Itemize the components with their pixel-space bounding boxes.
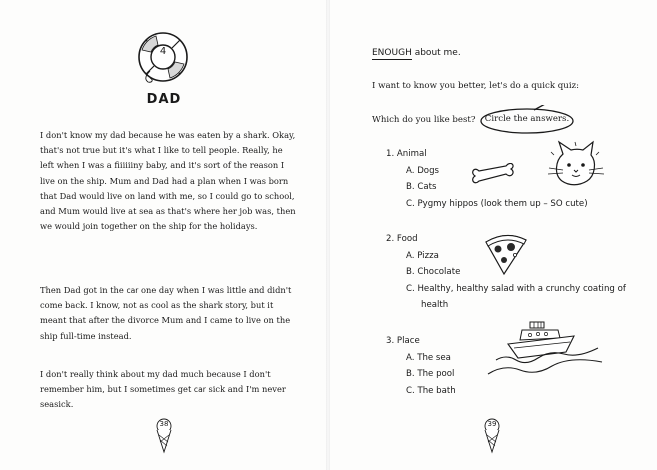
paragraph-3-start: I don't really think about my dad much because I don't remember him, but I sometimes get xyxy=(40,369,271,395)
enough-rest: about me. xyxy=(411,48,461,58)
life-ring-icon xyxy=(136,30,190,84)
quiz-item-title: 1. Animal xyxy=(386,149,427,159)
paragraph-2-end: one day when I was little and didn't come back. I know, not as cool as the shark story, but it meant that after the divorce Mum and I came to live on the ship full-time instead. xyxy=(40,285,292,341)
chapter-number: 4 xyxy=(159,46,167,57)
pizza-slice-icon xyxy=(484,232,528,276)
paragraph-2 xyxy=(40,283,296,344)
quiz-option: C. Pygmy hippos (look them up – SO cute) xyxy=(406,198,588,209)
bone-icon xyxy=(470,163,516,191)
quiz-option: B. Cats xyxy=(406,182,437,192)
page-number-text: 39 xyxy=(487,420,497,428)
enough-heading xyxy=(372,48,461,60)
quiz-intro: I want to know you better, let's do a quick quiz: xyxy=(372,81,579,91)
quiz-option: A. Dogs xyxy=(406,165,439,176)
circle-instruction xyxy=(479,105,575,135)
paragraph-3 xyxy=(40,367,296,413)
ship-icon xyxy=(486,318,604,382)
quiz-option: A. Pizza xyxy=(406,250,439,261)
quiz-item-title: 3. Place xyxy=(386,336,420,346)
quiz-option: B. The pool xyxy=(406,369,455,379)
paragraph-1-text: I don't know my dad because he was eaten by a shark. Okay, that's not true but it's what I like to tell people. Really, he left when I was a fiiiiiiny baby, and it's sort of the reason I live on the ship. Mum and Dad had a plan when I was born that Dad would live on land with me, so I could go to school, and Mum would live at sea as that's where her job was, then we would join together on the ship for the holidays. xyxy=(40,130,296,232)
page-number-text: 38 xyxy=(159,420,169,428)
paragraph-3-end: sick and I'm never seasick. xyxy=(40,384,286,410)
quiz-option: C. The bath xyxy=(406,385,456,396)
paragraph-2-start: Then Dad got in the xyxy=(40,285,127,295)
car-word: car xyxy=(193,385,206,395)
quiz-option: C. Healthy, healthy salad with a crunchy coating of health xyxy=(406,283,626,310)
car-word: car xyxy=(126,286,139,295)
quiz-option: B. Chocolate xyxy=(406,267,461,277)
circle-instruction-text: Circle the answers. xyxy=(484,114,570,124)
page-number-right xyxy=(480,418,504,454)
book-gutter xyxy=(326,0,330,470)
quiz-question: Which do you like best? xyxy=(372,115,476,125)
quiz-option: A. The sea xyxy=(406,352,451,363)
paragraph-1 xyxy=(40,128,296,234)
quiz-item-title: 2. Food xyxy=(386,234,418,244)
page-number-left xyxy=(152,418,176,454)
chapter-title: DAD xyxy=(146,92,182,107)
cat-face-icon xyxy=(545,140,607,190)
enough-word: ENOUGH xyxy=(372,48,412,58)
